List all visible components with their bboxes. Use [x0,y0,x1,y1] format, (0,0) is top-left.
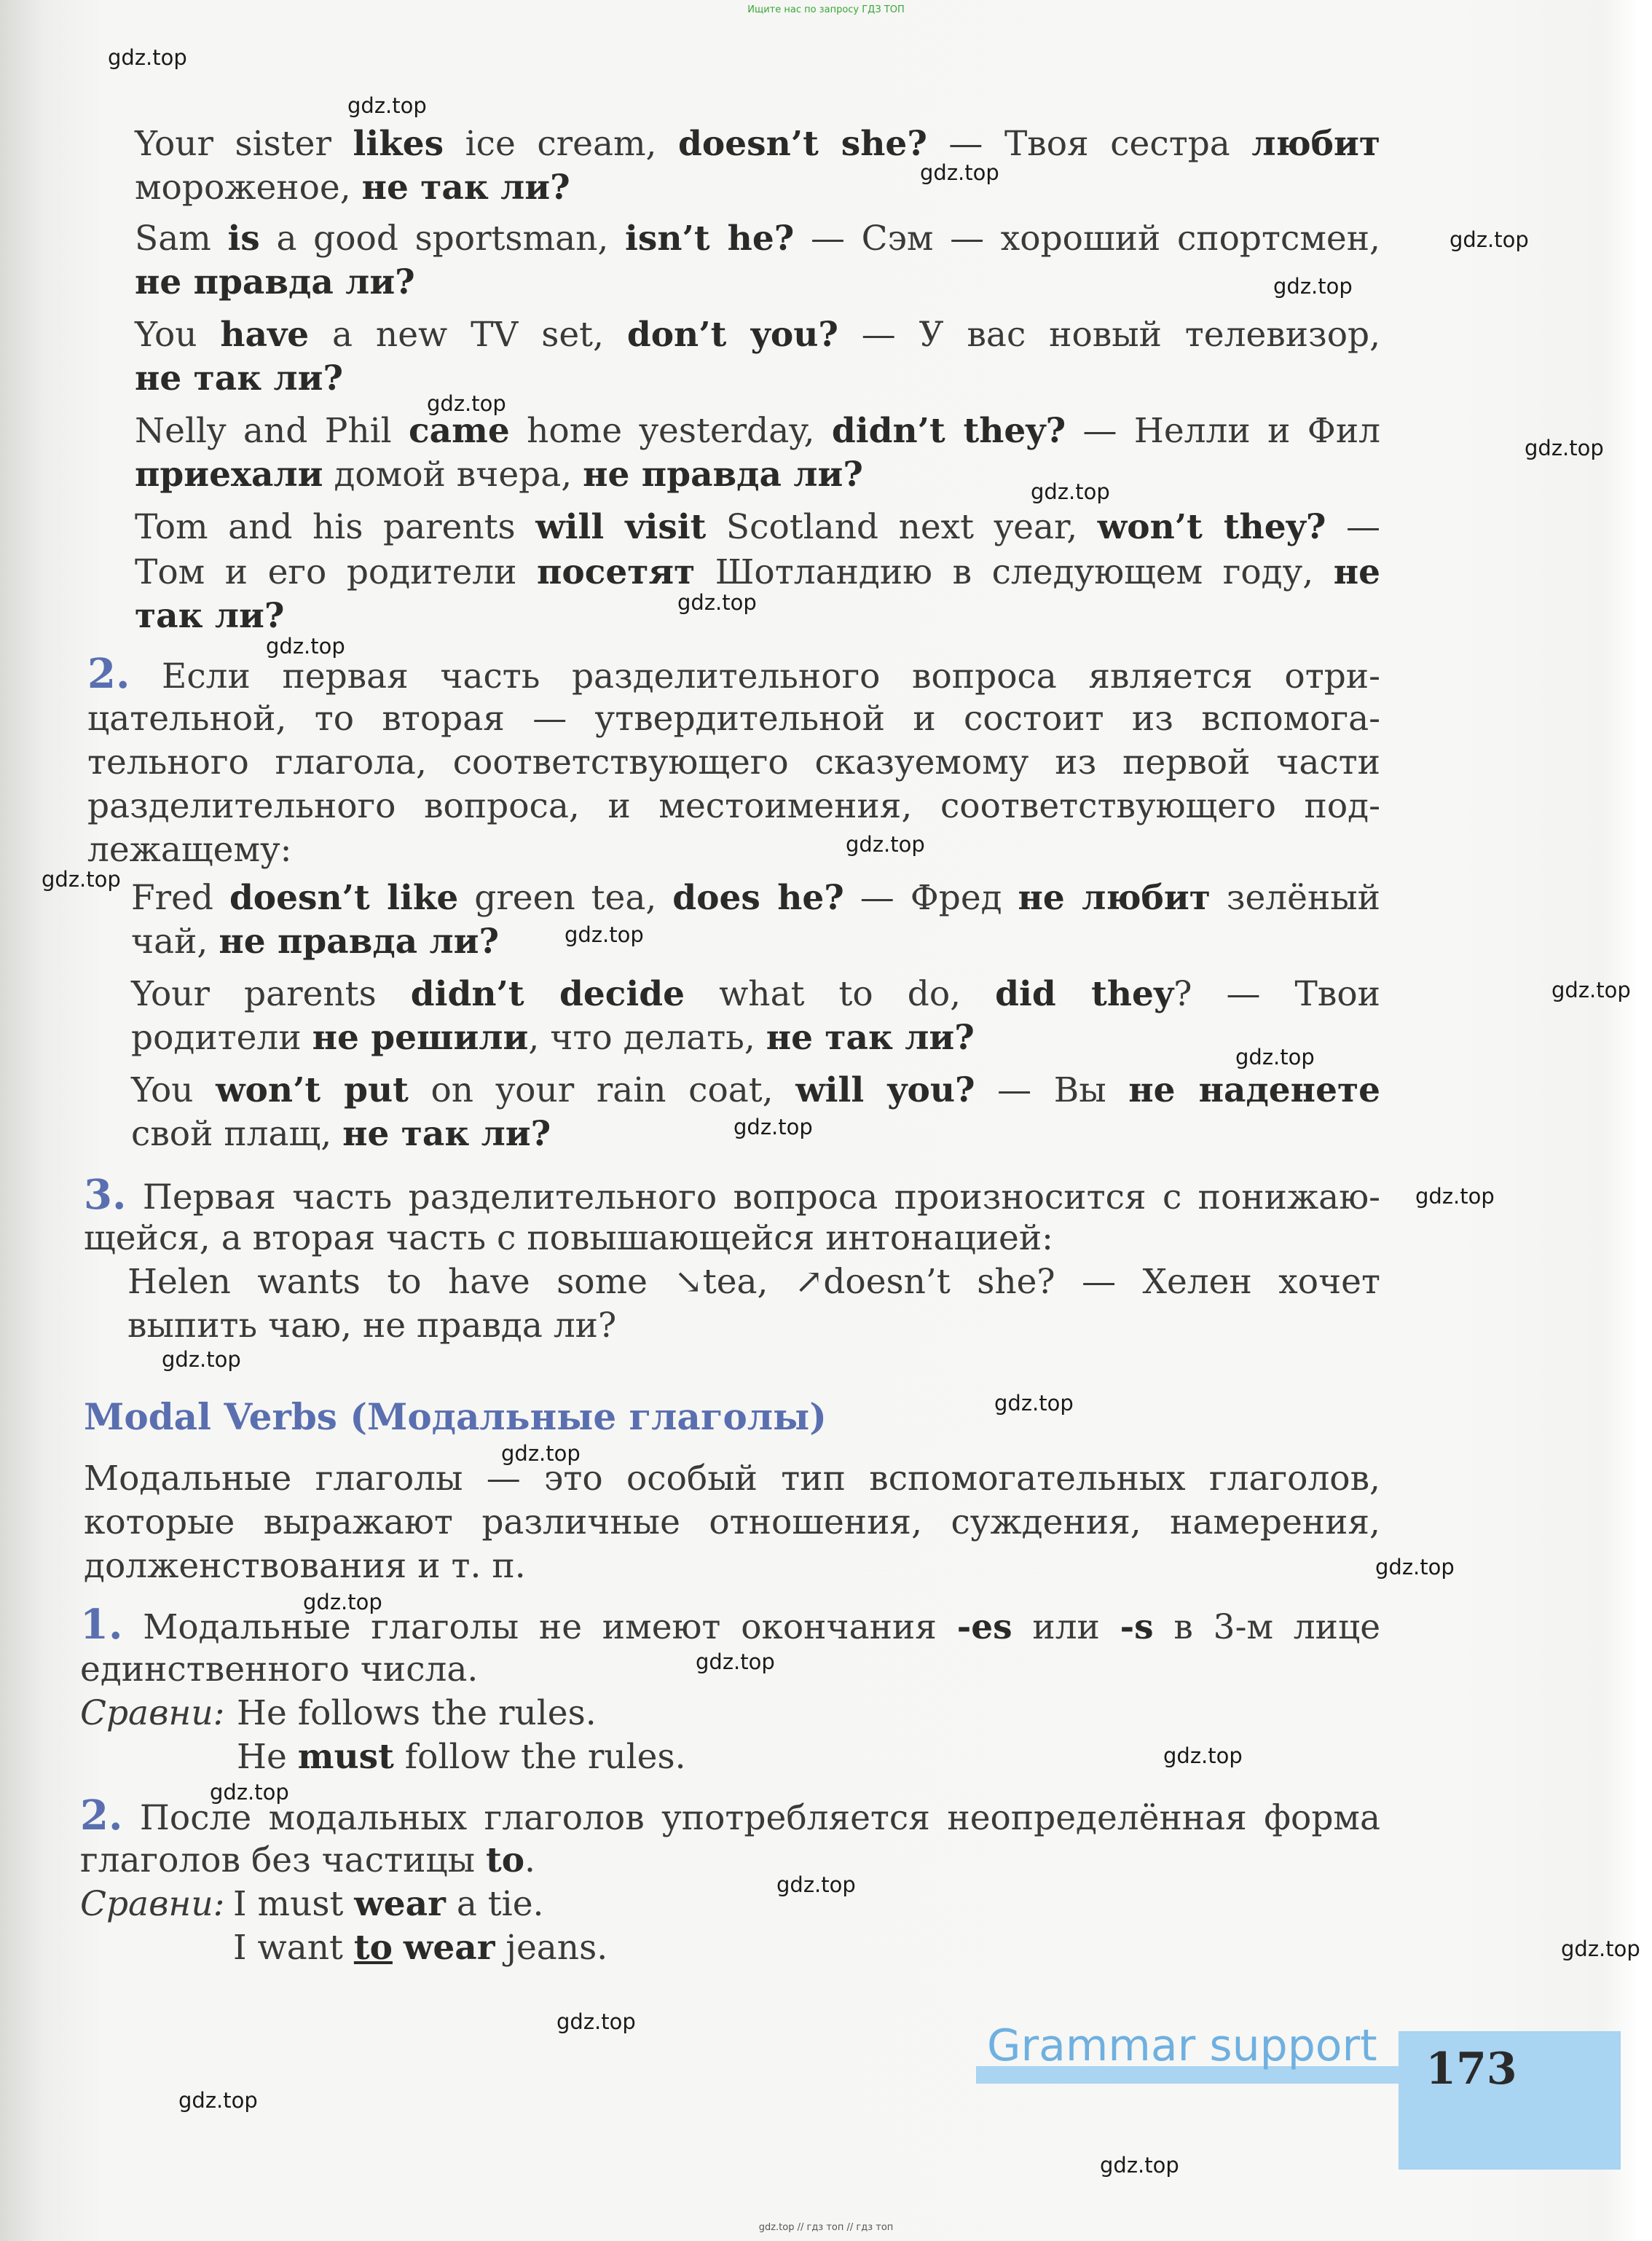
page-number: 173 [1425,2044,1517,2095]
watermark: gdz.top [108,45,187,70]
modal-rule-1-line: единственного числа. [80,1649,479,1689]
rule-number: 2. [80,1791,123,1840]
example-line: Fred doesn’t like green tea, does he? — Фред не любит зелёный [131,878,1380,918]
example-line: Your sister likes ice cream, doesn’t she? — Твоя сестра любит [135,124,1381,164]
compare-line [80,1883,225,1926]
watermark: gdz.top [677,590,757,615]
compare-line: I want to wear jeans. [233,1928,608,1968]
bottom-note: gdz.top // гдз топ // гдз топ [758,2222,894,2233]
example-line: приехали домой вчера, не правда ли? [135,455,863,495]
watermark: gdz.top [347,93,427,118]
rule-2-line: разделительного вопроса, и местоимения, соответствующего под- [87,786,1380,826]
example-line: Tom and his parents will visit Scotland next year, won’t they? — [135,507,1380,547]
watermark: gdz.top [427,391,506,416]
watermark: gdz.top [556,2009,636,2034]
example-line: Nelly and Phil came home yesterday, didn’t they? — Нелли и Фил [135,411,1381,451]
section-heading: Modal Verbs (Модальные глаголы) [84,1395,827,1438]
rule-2-line: цательной, то вторая — утвердительной и состоит из вспомога- [87,699,1380,739]
intro-line: которые выражают различные отношения, суждения, намерения, [84,1502,1380,1542]
modal-rule-1-line: 1. Модальные глаголы не имеют окончания -es или -s в 3-м лице [80,1601,1381,1649]
watermark: gdz.top [1163,1743,1243,1768]
example-line: выпить чаю, не правда ли? [127,1306,617,1346]
example-line: You won’t put on your rain coat, will you? — Вы не наденете [131,1070,1380,1110]
example-line: свой плащ, не так ли? [131,1114,551,1154]
watermark: gdz.top [733,1115,813,1139]
watermark: gdz.top [1415,1184,1495,1209]
watermark: gdz.top [1375,1555,1455,1579]
modal-rule-2-line: 2. После модальных глаголов употребляется неопределённая форма [80,1791,1380,1840]
example-line: Sam is a good sportsman, isn’t he? — Сэм — хороший спортсмен, [135,219,1380,259]
compare-line: He follows the rules. [237,1693,597,1733]
rule-3-line: щейся, а вторая часть с повышающейся интонацией: [84,1218,1054,1258]
watermark: gdz.top [994,1391,1074,1416]
rule-number: 1. [80,1601,123,1649]
compare-label: Сравни: [80,1884,225,1924]
watermark: gdz.top [501,1441,581,1466]
watermark: gdz.top [178,2088,258,2113]
example-line: You have a new TV set, don’t you? — У вас новый телевизор, [135,315,1381,355]
top-note: Ищите нас по запросу ГДЗ ТОП [747,4,905,15]
example-line: не правда ли? [135,262,415,302]
watermark: gdz.top [696,1649,775,1674]
compare-line: I must wear a tie. [233,1884,544,1924]
watermark: gdz.top [1273,274,1353,299]
compare-line [80,1692,225,1735]
example-line: не так ли? [135,358,344,399]
watermark: gdz.top [565,922,644,947]
intro-line: Модальные глаголы — это особый тип вспомогательных глаголов, [84,1459,1380,1499]
footer-label: Grammar support [987,2020,1377,2071]
watermark: gdz.top [1561,1936,1640,1961]
watermark: gdz.top [42,867,121,892]
watermark: gdz.top [266,634,345,659]
watermark: gdz.top [210,1780,289,1805]
watermark: gdz.top [303,1590,382,1614]
watermark: gdz.top [776,1872,856,1897]
example-line: так ли? [135,596,285,636]
rule-2-line: тельного глагола, соответствующего сказуемому из первой части [87,742,1380,782]
watermark: gdz.top [1100,2153,1179,2178]
watermark: gdz.top [846,832,925,857]
watermark: gdz.top [1031,479,1110,504]
watermark: gdz.top [1551,978,1631,1002]
example-line: родители не решили, что делать, не так ли? [131,1018,975,1058]
example-line: Том и его родители посетят Шотландию в следующем году, не [135,552,1380,592]
rule-2-line: 2. Если первая часть разделительного вопроса является отри- [87,650,1380,698]
watermark: gdz.top [1450,227,1529,252]
rule-number: 3. [84,1171,127,1219]
watermark: gdz.top [1525,436,1604,460]
example-line: чай, не правда ли? [131,922,500,962]
rule-2-line: лежащему: [87,830,292,870]
watermark: gdz.top [1235,1045,1315,1070]
intro-line: долженствования и т. п. [84,1546,526,1586]
rule-number: 2. [87,650,130,698]
example-line: Helen wants to have some ↘tea, ↗doesn’t she? — Хелен хочет [127,1262,1380,1302]
watermark: gdz.top [920,160,999,185]
rule-3-line: 3. Первая часть разделительного вопроса произносится с понижаю- [84,1171,1380,1219]
example-line: мороженое, не так ли? [135,168,570,208]
modal-rule-2-line: глаголов без частицы to. [80,1840,535,1880]
compare-line: He must follow the rules. [237,1737,686,1777]
watermark: gdz.top [162,1347,241,1372]
compare-label: Сравни: [80,1693,225,1733]
example-line: Your parents didn’t decide what to do, did they? — Твои [131,974,1380,1014]
